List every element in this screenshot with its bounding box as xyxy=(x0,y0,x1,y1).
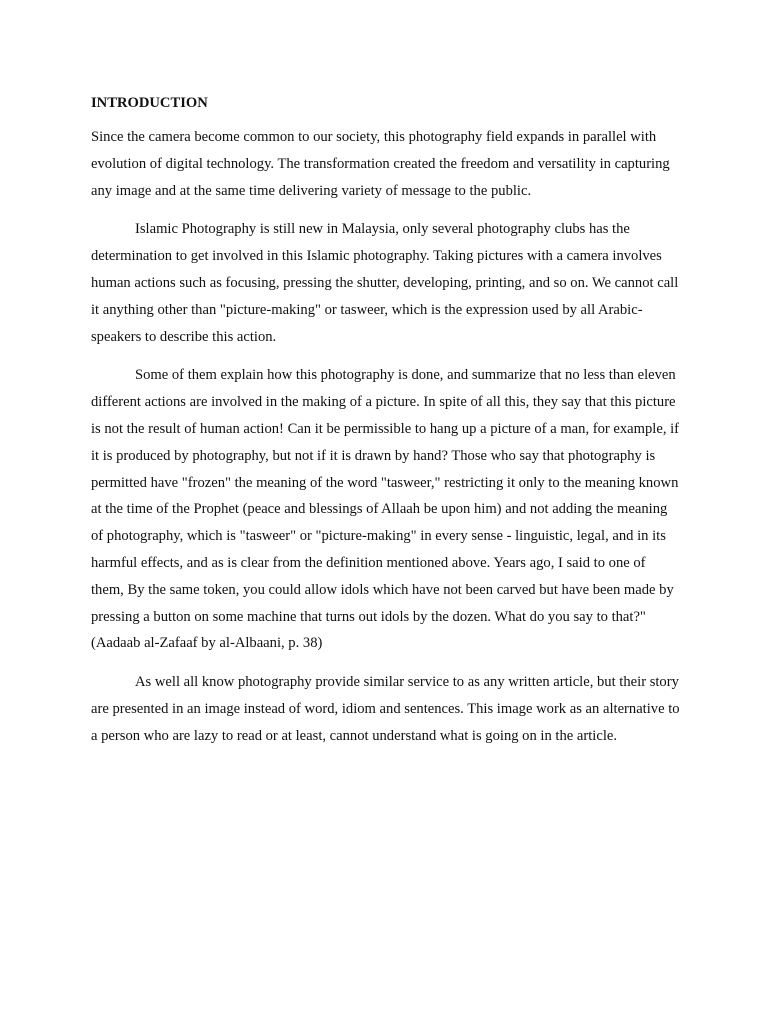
paragraph-islamic-photography: Islamic Photography is still new in Malaysia, only several photography clubs has the determination to get involved in this Islamic photography. Taking pictures with a camera involves human actions such as focusing, pressing the shutter, developing, printing, and so on. We cannot call it anything other than "picture-making" or tasweer, which is the expression used by all Arabic-speakers to describe this action. xyxy=(91,221,679,345)
paragraph-photography-service: As well all know photography provide similar service to as any written article, but their story are presented in an image instead of word, idiom and sentences. This image work as an alternative to a person who are lazy to read or at least, cannot understand what is going on in the article. xyxy=(91,674,680,744)
paragraph-picture-making-argument: Some of them explain how this photography is done, and summarize that no less than eleven different actions are involved in the making of a picture. In spite of all this, they say that this picture is not the result of human action! Can it be permissible to hang up a picture of a man, for example, if it is produced by photography, but not if it is drawn by hand? Those who say that photography is permitted have "frozen" the meaning of the word "tasweer," restricting it only to the meaning known at the time of the Prophet (peace and blessings of Allaah be upon him) and not adding the meaning of photography, which is "tasweer" or "picture-making" in every sense - linguistic, legal, and in its harmful effects, and as is clear from the definition mentioned above. Years ago, I said to one of them, By the same token, you could allow idols which have not been carved but have been made by pressing a button on some machine that turns out idols by the dozen. What do you say to that?" (Aadaab al-Zafaaf by al-Albaani, p. 38) xyxy=(91,367,680,652)
document-body xyxy=(91,94,681,762)
paragraph-intro: Since the camera become common to our society, this photography field expands in parallel with evolution of digital technology. The transformation created the freedom and versatility in capturing any image and at the same time delivering variety of message to the public. xyxy=(91,129,670,199)
section-heading: INTRODUCTION xyxy=(91,95,208,111)
